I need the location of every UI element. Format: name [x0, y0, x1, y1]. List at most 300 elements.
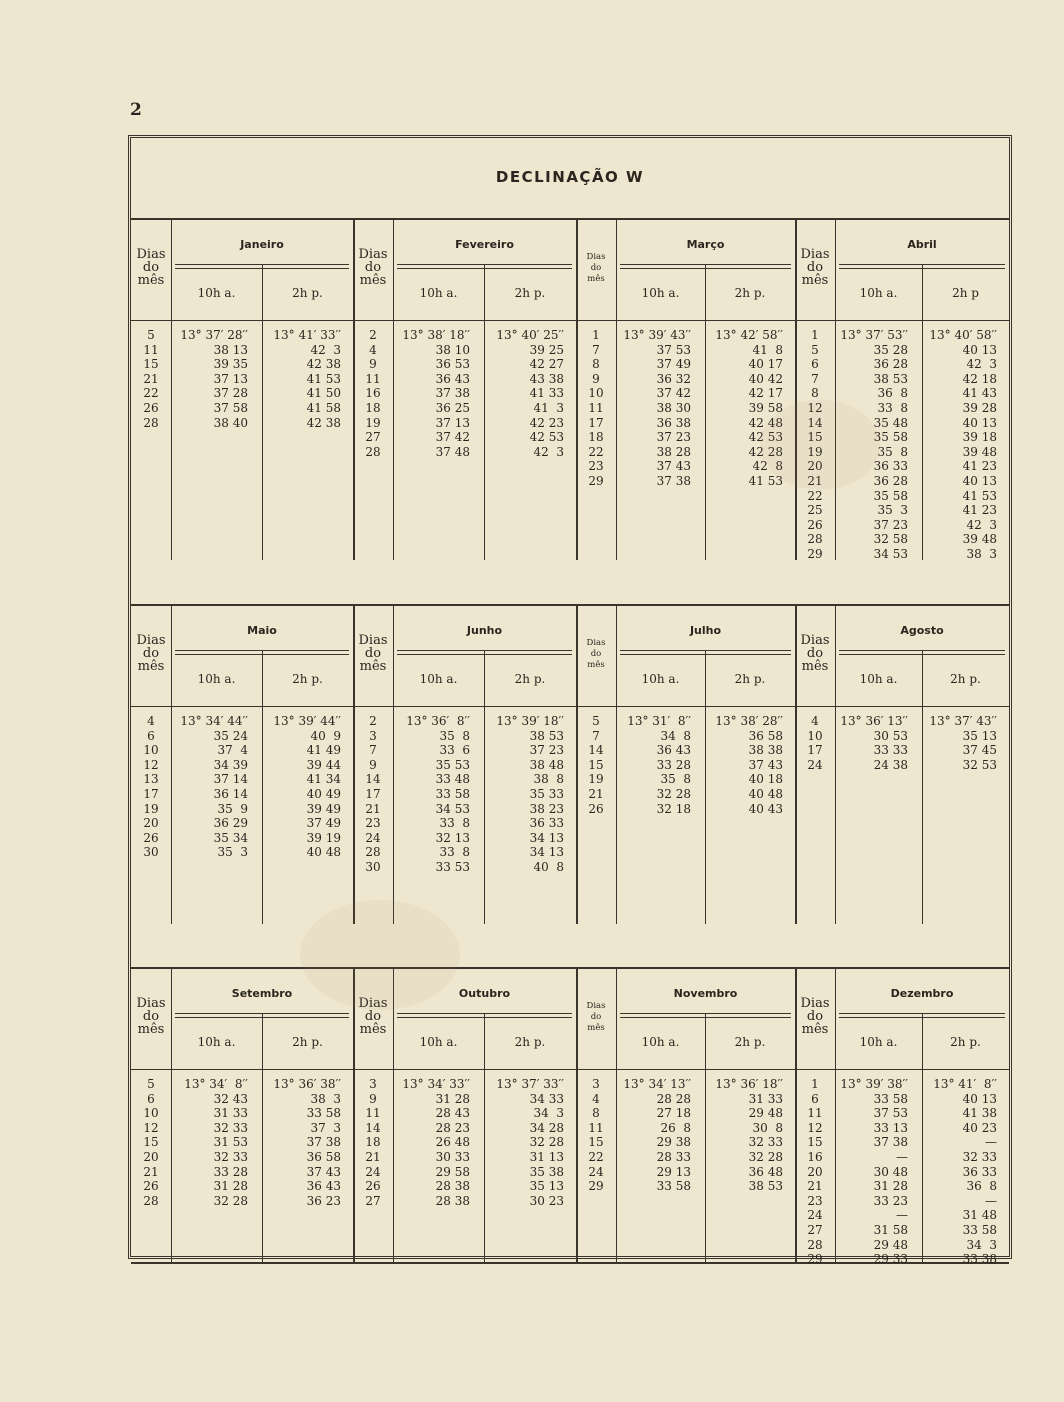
value-cell: 36 29 — [213, 816, 248, 831]
value-cell: 37 14 — [213, 772, 248, 787]
am-values-column — [616, 714, 691, 816]
day-cell: 3 — [592, 1077, 600, 1091]
value-cell: 40 18 — [748, 772, 783, 787]
value-cell: 38 28 — [656, 444, 691, 459]
day-cell: 9 — [592, 371, 600, 386]
sub-header-pm: 2h p. — [950, 672, 981, 686]
value-cell: 42 38 — [306, 357, 341, 372]
day-cell: 21 — [365, 1149, 381, 1164]
pm-values-column — [484, 714, 564, 875]
dias-label-line: mês — [359, 659, 387, 674]
month-rule — [175, 650, 349, 655]
value-cell: 39 48 — [962, 444, 997, 459]
day-cell: 18 — [365, 1135, 381, 1150]
value-cell: 34 3 — [966, 1237, 997, 1252]
day-cell: 28 — [143, 415, 159, 430]
value-cell: 42 3 — [533, 444, 564, 459]
dias-label-line: do — [806, 1009, 824, 1024]
value-cell: 36 33 — [529, 816, 564, 831]
day-cell: 22 — [588, 1149, 604, 1164]
month-rule — [620, 1013, 791, 1018]
month-rule — [620, 264, 791, 269]
month-name: Agosto — [900, 624, 944, 637]
value-cell: 32 53 — [962, 757, 997, 772]
day-cell: 17 — [365, 786, 381, 801]
day-cell: 6 — [811, 357, 819, 372]
sub-header-pm: 2h p. — [292, 1035, 323, 1049]
value-cell: 41 34 — [306, 772, 341, 787]
day-cell: 20 — [807, 459, 823, 474]
value-cell: 31 53 — [213, 1135, 248, 1150]
month-rule — [620, 650, 791, 655]
day-cell: 2 — [369, 714, 377, 728]
value-cell: 37 58 — [213, 400, 248, 415]
dias-label-line: mês — [587, 1023, 605, 1033]
pm-values-column — [922, 328, 997, 562]
value-cell: 42 53 — [748, 430, 783, 445]
value-cell: 33 33 — [873, 743, 908, 758]
dias-label-line: Dias — [800, 633, 830, 648]
day-cell: 26 — [143, 830, 159, 845]
table-block — [131, 967, 1009, 1267]
day-cell: 24 — [588, 1164, 604, 1179]
value-cell: 41 23 — [962, 503, 997, 518]
sub-header-am: 10h a. — [419, 286, 458, 300]
day-cell: 9 — [369, 757, 377, 772]
dias-do-mes-label — [576, 638, 616, 671]
value-cell: 37 49 — [306, 816, 341, 831]
value-cell: 36 33 — [873, 459, 908, 474]
sub-header-am: 10h a. — [197, 1035, 236, 1049]
value-cell: 38 30 — [656, 400, 691, 415]
value-cell: 35 8 — [877, 444, 908, 459]
day-cell: 21 — [807, 473, 823, 488]
value-cell: 40 48 — [306, 845, 341, 860]
dias-label-line: do — [590, 263, 602, 273]
value-cell: 36 14 — [213, 786, 248, 801]
sub-header-pm: 2h p. — [734, 286, 766, 300]
pm-values-column — [705, 1077, 783, 1194]
sub-header-pm: 2h p. — [514, 672, 546, 686]
value-cell: 35 34 — [213, 830, 248, 845]
day-cell: 14 — [365, 1120, 381, 1135]
value-cell: 40 43 — [748, 801, 783, 816]
value-cell: 29 48 — [748, 1106, 783, 1121]
sub-header-am: 10h a. — [419, 1035, 458, 1049]
value-cell: 41 43 — [962, 386, 997, 401]
value-cell: 35 33 — [529, 786, 564, 801]
day-cell: 29 — [588, 473, 604, 488]
day-cell: 15 — [807, 1135, 823, 1150]
value-cell: 13° 36′ 18′′ — [715, 1077, 783, 1091]
month-rule — [839, 264, 1005, 269]
value-cell: 38 10 — [435, 342, 470, 357]
day-cell: 8 — [592, 1106, 600, 1121]
day-cell: 23 — [588, 459, 604, 474]
value-cell: 38 40 — [213, 415, 248, 430]
day-cell: 29 — [588, 1179, 604, 1194]
value-cell: 33 48 — [435, 772, 470, 787]
sub-header-pm: 2h p. — [292, 672, 323, 686]
sub-header-pm: 2h p. — [950, 1035, 981, 1049]
value-cell: 28 28 — [656, 1091, 691, 1106]
value-cell: 24 38 — [873, 757, 908, 772]
day-cell: 15 — [143, 357, 159, 372]
sub-header-am: 10h a. — [197, 672, 236, 686]
day-cell: 30 — [143, 845, 159, 860]
table-block — [131, 218, 1009, 560]
month-rule — [175, 1013, 349, 1018]
value-cell: 32 28 — [656, 786, 691, 801]
page-number: 2 — [130, 100, 142, 120]
dias-do-mes-label — [795, 997, 835, 1036]
month-name: Maio — [247, 624, 277, 637]
day-cell: 10 — [143, 1106, 159, 1121]
value-cell: 42 17 — [748, 386, 783, 401]
day-cell: 23 — [807, 1193, 823, 1208]
day-cell: 22 — [143, 386, 159, 401]
am-values-column — [171, 1077, 248, 1208]
dias-label-line: Dias — [136, 633, 166, 648]
value-cell: — — [896, 1149, 908, 1164]
value-cell: 42 48 — [748, 415, 783, 430]
value-cell: 41 53 — [748, 473, 783, 488]
day-column — [576, 714, 616, 816]
value-cell: 29 48 — [873, 1237, 908, 1252]
value-cell: 37 53 — [656, 342, 691, 357]
day-cell: 7 — [592, 728, 600, 743]
day-cell: 10 — [588, 386, 604, 401]
day-cell: 1 — [811, 1077, 819, 1091]
month-name: Janeiro — [240, 238, 284, 251]
day-cell: 17 — [807, 743, 823, 758]
value-cell: 35 13 — [962, 728, 997, 743]
day-cell: 15 — [588, 757, 604, 772]
value-cell: 37 4 — [217, 743, 248, 758]
day-cell: 7 — [592, 342, 600, 357]
day-cell: 27 — [365, 1193, 381, 1208]
value-cell: 35 24 — [213, 728, 248, 743]
value-cell: 42 3 — [966, 357, 997, 372]
value-cell: 34 39 — [213, 757, 248, 772]
day-cell: 3 — [369, 1077, 377, 1091]
day-cell: 29 — [807, 1252, 823, 1267]
value-cell: 35 58 — [873, 488, 908, 503]
value-cell: 35 8 — [660, 772, 691, 787]
day-cell: 23 — [365, 816, 381, 831]
day-cell: 26 — [807, 517, 823, 532]
day-cell: 27 — [365, 430, 381, 445]
value-cell: 13° 31′ 8′′ — [627, 714, 691, 728]
value-cell: 37 43 — [306, 1164, 341, 1179]
value-cell: 33 28 — [656, 757, 691, 772]
day-cell: 12 — [807, 1120, 823, 1135]
value-cell: 26 8 — [660, 1120, 691, 1135]
value-cell: 13° 34′ 13′′ — [623, 1077, 691, 1091]
dias-label-line: mês — [587, 660, 605, 670]
value-cell: 41 49 — [306, 743, 341, 758]
day-cell: 14 — [588, 743, 604, 758]
value-cell: 34 53 — [435, 801, 470, 816]
dias-label-line: mês — [801, 273, 829, 288]
day-cell: 17 — [588, 415, 604, 430]
value-cell: 35 9 — [217, 801, 248, 816]
am-values-column — [171, 328, 248, 430]
value-cell: 36 43 — [306, 1179, 341, 1194]
day-column — [576, 328, 616, 489]
dias-label-line: Dias — [586, 638, 606, 648]
value-cell: 38 13 — [213, 342, 248, 357]
dias-do-mes-label — [353, 248, 393, 287]
value-cell: 37 23 — [873, 517, 908, 532]
value-cell: 38 53 — [748, 1179, 783, 1194]
dias-label-line: Dias — [800, 247, 830, 262]
day-cell: 20 — [143, 816, 159, 831]
value-cell: 40 8 — [533, 859, 564, 874]
value-cell: 38 3 — [966, 546, 997, 561]
value-cell: 33 6 — [439, 743, 470, 758]
month-rule — [397, 264, 572, 269]
day-column — [576, 1077, 616, 1194]
value-cell: 33 8 — [877, 400, 908, 415]
day-cell: 29 — [807, 546, 823, 561]
am-values-column — [171, 714, 248, 860]
value-cell: 37 13 — [435, 415, 470, 430]
dias-label-line: mês — [359, 1022, 387, 1037]
value-cell: 31 28 — [873, 1179, 908, 1194]
value-cell: 28 38 — [435, 1193, 470, 1208]
day-cell: 11 — [807, 1106, 823, 1121]
day-cell: 28 — [365, 444, 381, 459]
value-cell: 40 23 — [962, 1120, 997, 1135]
dias-label-line: do — [142, 646, 160, 661]
day-cell: 26 — [365, 1179, 381, 1194]
dias-label-line: Dias — [136, 247, 166, 262]
value-cell: 42 18 — [962, 371, 997, 386]
value-cell: 13° 36′ 38′′ — [273, 1077, 341, 1091]
value-cell: 32 18 — [656, 801, 691, 816]
value-cell: 37 23 — [656, 430, 691, 445]
pm-values-column — [262, 1077, 341, 1208]
day-cell: 21 — [365, 801, 381, 816]
value-cell: 36 33 — [962, 1164, 997, 1179]
day-cell: 21 — [143, 1164, 159, 1179]
dias-label-line: mês — [587, 274, 605, 284]
month-name: Setembro — [231, 987, 293, 1000]
day-cell: 5 — [592, 714, 600, 728]
pm-values-column — [705, 714, 783, 816]
value-cell: 35 8 — [439, 728, 470, 743]
sub-header-pm: 2h p. — [734, 1035, 766, 1049]
value-cell: 35 58 — [873, 430, 908, 445]
day-cell: 19 — [807, 444, 823, 459]
value-cell: 13° 42′ 58′′ — [715, 328, 783, 342]
day-column — [131, 328, 171, 430]
value-cell: 39 18 — [962, 430, 997, 445]
value-cell: 32 28 — [748, 1149, 783, 1164]
day-column — [795, 714, 835, 772]
value-cell: 32 33 — [213, 1120, 248, 1135]
dias-label-line: mês — [801, 659, 829, 674]
value-cell: 42 38 — [306, 415, 341, 430]
day-cell: 9 — [369, 1091, 377, 1106]
value-cell: 13° 36′ 13′′ — [840, 714, 908, 728]
value-cell: 40 13 — [962, 1091, 997, 1106]
day-cell: 2 — [369, 328, 377, 342]
value-cell: 39 19 — [306, 830, 341, 845]
dias-label-line: do — [590, 649, 602, 659]
value-cell: 26 48 — [435, 1135, 470, 1150]
day-cell: 5 — [147, 1077, 155, 1091]
value-cell: 41 38 — [962, 1106, 997, 1121]
month-rule — [839, 650, 1005, 655]
value-cell: 42 3 — [310, 342, 341, 357]
day-cell: 12 — [807, 400, 823, 415]
value-cell: 13° 39′ 43′′ — [623, 328, 691, 342]
value-cell: 13° 38′ 28′′ — [715, 714, 783, 728]
dias-do-mes-label — [576, 252, 616, 285]
value-cell: 35 38 — [529, 1164, 564, 1179]
value-cell: 42 27 — [529, 357, 564, 372]
value-cell: 32 33 — [748, 1135, 783, 1150]
day-cell: 30 — [365, 859, 381, 874]
value-cell: 39 49 — [306, 801, 341, 816]
value-cell: 42 23 — [529, 415, 564, 430]
value-cell: 28 33 — [656, 1149, 691, 1164]
dias-label-line: Dias — [358, 247, 388, 262]
day-cell: 15 — [807, 430, 823, 445]
value-cell: 34 3 — [533, 1106, 564, 1121]
value-cell: 33 8 — [439, 816, 470, 831]
value-cell: 37 42 — [656, 386, 691, 401]
dias-label-line: mês — [137, 273, 165, 288]
day-cell: 12 — [143, 757, 159, 772]
value-cell: 27 18 — [656, 1106, 691, 1121]
dias-label-line: mês — [801, 1022, 829, 1037]
value-cell: 37 38 — [873, 1135, 908, 1150]
value-cell: 33 13 — [873, 1120, 908, 1135]
day-cell: 16 — [807, 1149, 823, 1164]
dias-label-line: mês — [359, 273, 387, 288]
value-cell: 13° 39′ 18′′ — [496, 714, 564, 728]
value-cell: 32 28 — [213, 1193, 248, 1208]
day-cell: 27 — [807, 1222, 823, 1237]
day-cell: 11 — [588, 1120, 604, 1135]
day-cell: 6 — [811, 1091, 819, 1106]
value-cell: 38 23 — [529, 801, 564, 816]
value-cell: 40 42 — [748, 371, 783, 386]
value-cell: 41 53 — [962, 488, 997, 503]
dias-label-line: do — [364, 260, 382, 275]
month-name: Fevereiro — [455, 238, 514, 251]
value-cell: 36 32 — [656, 371, 691, 386]
day-cell: 21 — [143, 371, 159, 386]
value-cell: 38 53 — [529, 728, 564, 743]
value-cell: 13° 41′ 8′′ — [933, 1077, 997, 1091]
value-cell: 13° 37′ 53′′ — [840, 328, 908, 342]
value-cell: 43 38 — [529, 371, 564, 386]
month-name: Novembro — [673, 987, 738, 1000]
value-cell: 40 48 — [748, 786, 783, 801]
value-cell: 28 38 — [435, 1179, 470, 1194]
value-cell: 35 3 — [877, 503, 908, 518]
dias-label-line: Dias — [800, 996, 830, 1011]
value-cell: 37 53 — [873, 1106, 908, 1121]
value-cell: 40 49 — [306, 786, 341, 801]
value-cell: 39 28 — [962, 400, 997, 415]
value-cell: 39 48 — [962, 532, 997, 547]
value-cell: 41 8 — [752, 342, 783, 357]
value-cell: 31 33 — [213, 1106, 248, 1121]
value-cell: — — [985, 1135, 997, 1150]
day-cell: 24 — [807, 1208, 823, 1223]
value-cell: 41 58 — [306, 400, 341, 415]
value-cell: 36 43 — [656, 743, 691, 758]
value-cell: — — [896, 1208, 908, 1223]
value-cell: 30 8 — [752, 1120, 783, 1135]
day-cell: 5 — [811, 342, 819, 357]
value-cell: 34 53 — [873, 546, 908, 561]
value-cell: 42 8 — [752, 459, 783, 474]
value-cell: 31 33 — [748, 1091, 783, 1106]
value-cell: 37 3 — [310, 1120, 341, 1135]
day-cell: 26 — [143, 1179, 159, 1194]
sub-header-am: 10h a. — [197, 286, 236, 300]
value-cell: — — [985, 1193, 997, 1208]
dias-label-line: do — [806, 646, 824, 661]
value-cell: 33 58 — [435, 786, 470, 801]
day-cell: 28 — [807, 1237, 823, 1252]
column-divider — [922, 650, 923, 924]
value-cell: 29 33 — [873, 1252, 908, 1267]
value-cell: 33 38 — [962, 1252, 997, 1267]
value-cell: 29 38 — [656, 1135, 691, 1150]
table-title: DECLINAÇÃO W — [495, 168, 645, 186]
value-cell: 36 58 — [306, 1149, 341, 1164]
day-cell: 25 — [807, 503, 823, 518]
am-values-column — [835, 714, 908, 772]
day-cell: 3 — [369, 728, 377, 743]
sub-header-pm: 2h p. — [514, 1035, 546, 1049]
value-cell: 35 48 — [873, 415, 908, 430]
value-cell: 13° 34′ 44′′ — [180, 714, 248, 728]
day-cell: 16 — [365, 386, 381, 401]
value-cell: 38 38 — [748, 743, 783, 758]
day-cell: 11 — [365, 371, 381, 386]
value-cell: 37 23 — [529, 743, 564, 758]
day-cell: 26 — [143, 400, 159, 415]
value-cell: 42 3 — [966, 517, 997, 532]
day-cell: 11 — [588, 400, 604, 415]
month-name: Julho — [689, 624, 722, 637]
dias-do-mes-label — [795, 248, 835, 287]
sub-header-am: 10h a. — [419, 672, 458, 686]
value-cell: 31 58 — [873, 1222, 908, 1237]
table-block — [131, 604, 1009, 924]
day-cell: 1 — [592, 328, 600, 342]
month-rule — [839, 1013, 1005, 1018]
value-cell: 33 8 — [439, 845, 470, 860]
day-cell: 22 — [807, 488, 823, 503]
value-cell: 34 28 — [529, 1120, 564, 1135]
value-cell: 13° 40′ 25′′ — [496, 328, 564, 342]
day-cell: 21 — [588, 786, 604, 801]
value-cell: 37 28 — [213, 386, 248, 401]
value-cell: 42 53 — [529, 430, 564, 445]
day-cell: 19 — [143, 801, 159, 816]
dias-do-mes-label — [131, 634, 171, 673]
pm-values-column — [262, 328, 341, 430]
